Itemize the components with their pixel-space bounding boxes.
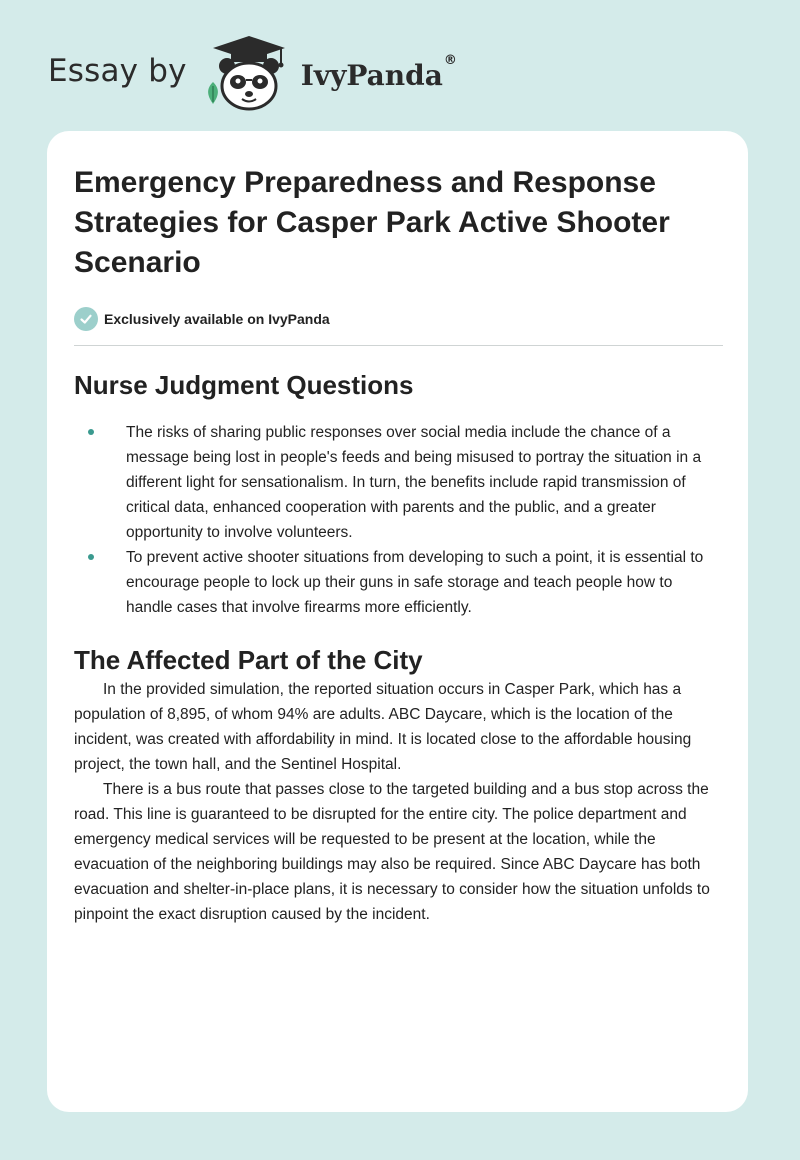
section-affected-part [74, 643, 722, 927]
essay-content [74, 163, 722, 927]
ivy-leaf-icon [203, 80, 223, 106]
bullet-dot [88, 554, 94, 560]
essay-title: Emergency Preparedness and Response Strategies for Casper Park Active Shooter Scenario [74, 166, 670, 279]
brand-name-text: IvyPanda [300, 58, 443, 92]
list-item-text: The risks of sharing public responses over social media include the chance of a message being lost in people's feeds and being misused to portray the situation in a different light for sensationalism. In turn, the benefits include rapid transmission of critical data, enhanced cooperation with parents and the public, and a greater opportunity to involve volunteers. [126, 424, 702, 541]
list-item [74, 420, 722, 545]
section-nurse-judgment [74, 368, 722, 620]
section-heading: The Affected Part of the City [74, 645, 423, 675]
bullet-list [74, 420, 722, 620]
paragraph: In the provided simulation, the reported situation occurs in Casper Park, which has a population of 8,895, of whom 94% are adults. ABC Daycare, which is the location of the incident, was created with affordability in mind. It is located close to the affordable housing project, the town hall, and the Sentinel Hospital. [74, 681, 692, 773]
paragraph: There is a bus route that passes close to the targeted building and a bus stop across the road. This line is guaranteed to be disrupted for the entire city. The police department and emergency medical services will be requested to be present at the location, while the evacuation of the neighboring buildings may also be required. Since ABC Daycare has both evacuation and shelter-in-place plans, it is necessary to consider how the situation unfolds to pinpoint the exact disruption caused by the incident. [74, 781, 710, 923]
bullet-dot [88, 429, 94, 435]
panda-graduate-logo[interactable] [197, 34, 297, 114]
check-icon [74, 307, 98, 331]
brand-prefix: Essay by [48, 53, 187, 89]
registered-mark: ® [443, 52, 457, 68]
exclusive-text: Exclusively available on IvyPanda [104, 311, 330, 327]
brand-name [300, 52, 457, 92]
section-heading: Nurse Judgment Questions [74, 370, 414, 400]
list-item [74, 545, 722, 620]
essay-card [47, 131, 748, 1112]
exclusive-badge [74, 306, 722, 332]
title-divider [74, 345, 723, 346]
brand-header [48, 34, 457, 114]
list-item-text: To prevent active shooter situations from developing to such a point, it is essential to encourage people to lock up their guns in safe storage and teach people how to handle cases that involve firearms more efficiently. [126, 549, 704, 616]
